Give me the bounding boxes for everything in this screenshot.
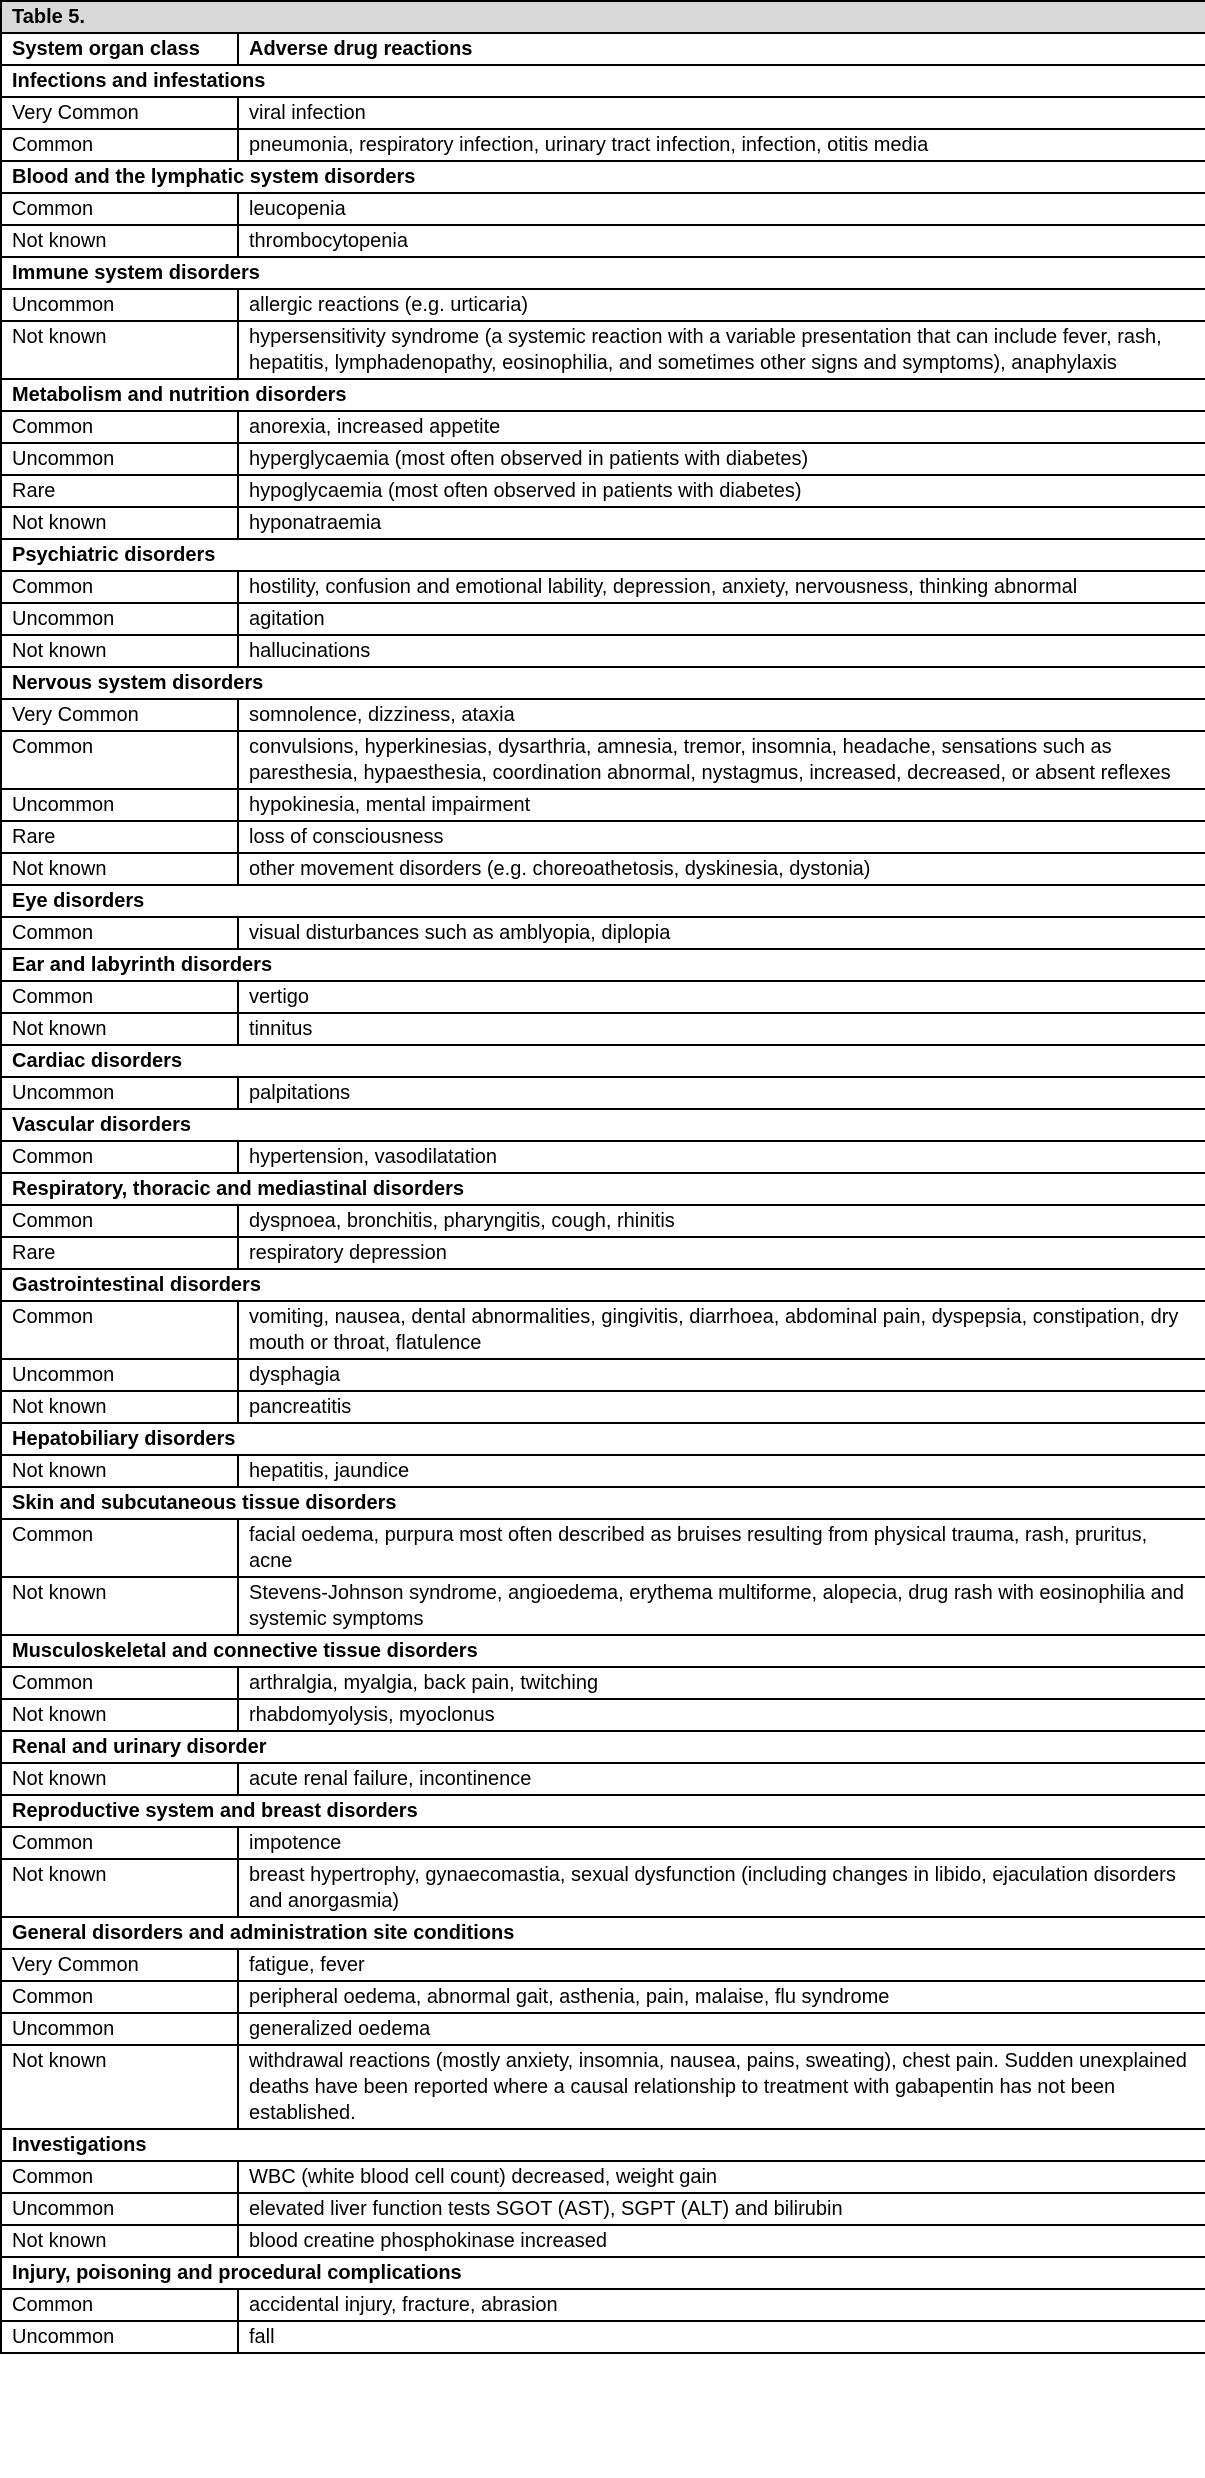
frequency-cell: Common [1,917,238,949]
frequency-cell: Uncommon [1,2013,238,2045]
reaction-cell: vertigo [238,981,1205,1013]
reaction-cell: hypoglycaemia (most often observed in patients with diabetes) [238,475,1205,507]
category-row [1,1269,1205,1301]
category-row [1,667,1205,699]
table-row [1,853,1205,885]
frequency-cell: Common [1,731,238,789]
reaction-cell: facial oedema, purpura most often described as bruises resulting from physical trauma, rash, pruritus, acne [238,1519,1205,1577]
frequency-cell: Uncommon [1,789,238,821]
frequency-cell: Common [1,1827,238,1859]
category-label: Ear and labyrinth disorders [1,949,1205,981]
table-body [1,1,1205,2353]
table-row [1,2045,1205,2129]
table-row [1,699,1205,731]
category-label: Renal and urinary disorder [1,1731,1205,1763]
category-label: Musculoskeletal and connective tissue disorders [1,1635,1205,1667]
reaction-cell: palpitations [238,1077,1205,1109]
category-row [1,257,1205,289]
reaction-cell: tinnitus [238,1013,1205,1045]
frequency-cell: Common [1,411,238,443]
frequency-cell: Uncommon [1,289,238,321]
table-row [1,1301,1205,1359]
frequency-cell: Rare [1,475,238,507]
table-row [1,1391,1205,1423]
frequency-cell: Very Common [1,97,238,129]
table-row [1,1859,1205,1917]
frequency-cell: Uncommon [1,1359,238,1391]
table-row [1,731,1205,789]
category-row [1,1045,1205,1077]
table-row [1,1763,1205,1795]
table-row [1,443,1205,475]
category-label: Infections and infestations [1,65,1205,97]
table-row [1,475,1205,507]
reaction-cell: generalized oedema [238,2013,1205,2045]
frequency-cell: Not known [1,635,238,667]
reaction-cell: hypertension, vasodilatation [238,1141,1205,1173]
reaction-cell: hypokinesia, mental impairment [238,789,1205,821]
reaction-cell: blood creatine phosphokinase increased [238,2225,1205,2257]
header-adverse-drug-reactions: Adverse drug reactions [238,33,1205,65]
reaction-cell: thrombocytopenia [238,225,1205,257]
header-system-organ-class: System organ class [1,33,238,65]
frequency-cell: Not known [1,321,238,379]
reaction-cell: loss of consciousness [238,821,1205,853]
reaction-cell: hyponatraemia [238,507,1205,539]
table-row [1,1981,1205,2013]
table-row [1,97,1205,129]
frequency-cell: Not known [1,2045,238,2129]
category-row [1,1917,1205,1949]
category-label: Hepatobiliary disorders [1,1423,1205,1455]
reaction-cell: leucopenia [238,193,1205,225]
category-row [1,885,1205,917]
reaction-cell: anorexia, increased appetite [238,411,1205,443]
reaction-cell: hostility, confusion and emotional lability, depression, anxiety, nervousness, thinking abnormal [238,571,1205,603]
category-label: Immune system disorders [1,257,1205,289]
frequency-cell: Not known [1,1699,238,1731]
table-row [1,2321,1205,2353]
table-row [1,411,1205,443]
frequency-cell: Not known [1,1455,238,1487]
reaction-cell: hallucinations [238,635,1205,667]
reaction-cell: Stevens-Johnson syndrome, angioedema, erythema multiforme, alopecia, drug rash with eosinophilia and systemic symptoms [238,1577,1205,1635]
category-label: Injury, poisoning and procedural complications [1,2257,1205,2289]
category-label: Nervous system disorders [1,667,1205,699]
frequency-cell: Not known [1,1577,238,1635]
reaction-cell: hypersensitivity syndrome (a systemic reaction with a variable presentation that can include fever, rash, hepatitis, lymphadenopathy, eosinophilia, and sometimes other signs and symptoms), anaphylaxis [238,321,1205,379]
table-row [1,1205,1205,1237]
frequency-cell: Common [1,2289,238,2321]
table-row [1,1077,1205,1109]
frequency-cell: Uncommon [1,443,238,475]
category-label: Metabolism and nutrition disorders [1,379,1205,411]
frequency-cell: Common [1,2161,238,2193]
category-label: Respiratory, thoracic and mediastinal disorders [1,1173,1205,1205]
category-row [1,379,1205,411]
frequency-cell: Rare [1,1237,238,1269]
category-row [1,1109,1205,1141]
reaction-cell: rhabdomyolysis, myoclonus [238,1699,1205,1731]
frequency-cell: Not known [1,1859,238,1917]
reaction-cell: WBC (white blood cell count) decreased, weight gain [238,2161,1205,2193]
frequency-cell: Common [1,981,238,1013]
frequency-cell: Uncommon [1,2193,238,2225]
table-row [1,1519,1205,1577]
table-row [1,1455,1205,1487]
category-row [1,949,1205,981]
table-row [1,1141,1205,1173]
category-row [1,65,1205,97]
category-label: Gastrointestinal disorders [1,1269,1205,1301]
frequency-cell: Very Common [1,699,238,731]
table-row [1,789,1205,821]
table-row [1,2013,1205,2045]
table-row [1,225,1205,257]
frequency-cell: Uncommon [1,1077,238,1109]
frequency-cell: Not known [1,1763,238,1795]
category-label: General disorders and administration site conditions [1,1917,1205,1949]
reaction-cell: arthralgia, myalgia, back pain, twitching [238,1667,1205,1699]
frequency-cell: Not known [1,225,238,257]
table-row [1,193,1205,225]
reaction-cell: visual disturbances such as amblyopia, diplopia [238,917,1205,949]
frequency-cell: Not known [1,1391,238,1423]
reaction-cell: agitation [238,603,1205,635]
frequency-cell: Not known [1,507,238,539]
category-label: Psychiatric disorders [1,539,1205,571]
reaction-cell: hyperglycaemia (most often observed in patients with diabetes) [238,443,1205,475]
reaction-cell: vomiting, nausea, dental abnormalities, gingivitis, diarrhoea, abdominal pain, dyspepsia, constipation, dry mouth or throat, flatulence [238,1301,1205,1359]
reaction-cell: viral infection [238,97,1205,129]
reaction-cell: allergic reactions (e.g. urticaria) [238,289,1205,321]
table-row [1,1359,1205,1391]
category-label: Skin and subcutaneous tissue disorders [1,1487,1205,1519]
category-row [1,539,1205,571]
frequency-cell: Common [1,571,238,603]
table-row [1,2289,1205,2321]
category-row [1,2257,1205,2289]
table-row [1,603,1205,635]
category-row [1,1795,1205,1827]
frequency-cell: Uncommon [1,2321,238,2353]
reaction-cell: hepatitis, jaundice [238,1455,1205,1487]
category-row [1,2129,1205,2161]
frequency-cell: Common [1,193,238,225]
table-title-row [1,1,1205,33]
table-row [1,635,1205,667]
table-row [1,1667,1205,1699]
table-row [1,2225,1205,2257]
table-row [1,571,1205,603]
table-row [1,1699,1205,1731]
table-title: Table 5. [1,1,1205,33]
category-label: Eye disorders [1,885,1205,917]
reaction-cell: fatigue, fever [238,1949,1205,1981]
table-row [1,2193,1205,2225]
category-label: Vascular disorders [1,1109,1205,1141]
reaction-cell: acute renal failure, incontinence [238,1763,1205,1795]
table-row [1,981,1205,1013]
reaction-cell: impotence [238,1827,1205,1859]
category-label: Blood and the lymphatic system disorders [1,161,1205,193]
reaction-cell: other movement disorders (e.g. choreoathetosis, dyskinesia, dystonia) [238,853,1205,885]
frequency-cell: Not known [1,2225,238,2257]
table-row [1,1577,1205,1635]
table-row [1,1237,1205,1269]
frequency-cell: Common [1,1667,238,1699]
table-row [1,1013,1205,1045]
category-label: Investigations [1,2129,1205,2161]
frequency-cell: Common [1,129,238,161]
reaction-cell: breast hypertrophy, gynaecomastia, sexual dysfunction (including changes in libido, ejaculation disorders and anorgasmia) [238,1859,1205,1917]
table-header-row [1,33,1205,65]
frequency-cell: Common [1,1981,238,2013]
category-label: Reproductive system and breast disorders [1,1795,1205,1827]
reaction-cell: pneumonia, respiratory infection, urinary tract infection, infection, otitis media [238,129,1205,161]
category-row [1,1423,1205,1455]
frequency-cell: Common [1,1301,238,1359]
table-row [1,1949,1205,1981]
table-row [1,2161,1205,2193]
reaction-cell: withdrawal reactions (mostly anxiety, insomnia, nausea, pains, sweating), chest pain. Sudden unexplained deaths have been reported where a causal relationship to treatment with gabapentin has not been established. [238,2045,1205,2129]
frequency-cell: Common [1,1141,238,1173]
reaction-cell: respiratory depression [238,1237,1205,1269]
reaction-cell: somnolence, dizziness, ataxia [238,699,1205,731]
frequency-cell: Common [1,1519,238,1577]
reaction-cell: pancreatitis [238,1391,1205,1423]
table-row [1,917,1205,949]
reaction-cell: fall [238,2321,1205,2353]
table-row [1,821,1205,853]
reaction-cell: elevated liver function tests SGOT (AST), SGPT (ALT) and bilirubin [238,2193,1205,2225]
table-row [1,289,1205,321]
table-row [1,129,1205,161]
frequency-cell: Not known [1,853,238,885]
category-row [1,1635,1205,1667]
frequency-cell: Not known [1,1013,238,1045]
category-row [1,1173,1205,1205]
table-row [1,1827,1205,1859]
reaction-cell: dyspnoea, bronchitis, pharyngitis, cough, rhinitis [238,1205,1205,1237]
frequency-cell: Rare [1,821,238,853]
reaction-cell: accidental injury, fracture, abrasion [238,2289,1205,2321]
frequency-cell: Very Common [1,1949,238,1981]
reaction-cell: convulsions, hyperkinesias, dysarthria, amnesia, tremor, insomnia, headache, sensations such as paresthesia, hypaesthesia, coordination abnormal, nystagmus, increased, decreased, or absent reflexes [238,731,1205,789]
table-row [1,321,1205,379]
table-row [1,507,1205,539]
reaction-cell: dysphagia [238,1359,1205,1391]
category-label: Cardiac disorders [1,1045,1205,1077]
reaction-cell: peripheral oedema, abnormal gait, asthenia, pain, malaise, flu syndrome [238,1981,1205,2013]
category-row [1,1731,1205,1763]
frequency-cell: Common [1,1205,238,1237]
category-row [1,161,1205,193]
category-row [1,1487,1205,1519]
frequency-cell: Uncommon [1,603,238,635]
